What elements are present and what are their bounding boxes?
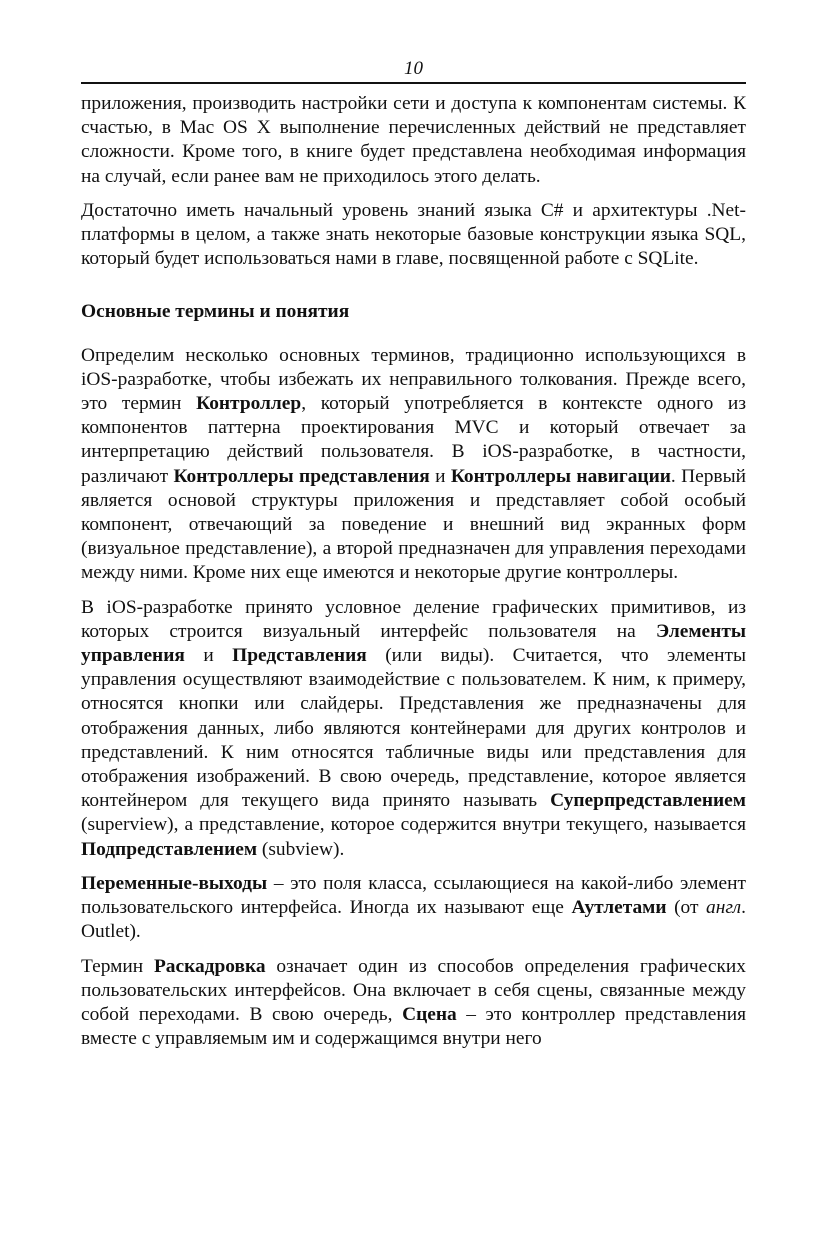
- term-superview: Суперпредставлением: [550, 790, 746, 812]
- text-run: (или виды). Считается, что элементы управления осуществляют взаимодействие с пользователем. К ним, к примеру, относятся кнопки или слайдеры. Представления же предназначены для отображения данных, либо являются контейнерами для других контролов и представлений. К ним относятся табличные виды или представления для отображения изображений. В свою очередь, представление, которое является контейнером для текущего вида принято называть: [81, 645, 746, 812]
- page-number: 10: [404, 58, 423, 79]
- text-run: – это контроллер представления вместе с управляемым им и содержащимся внутри него: [81, 1003, 746, 1050]
- paragraph-outlets: [81, 872, 746, 945]
- term-view-controllers: Контроллеры представления: [173, 465, 430, 487]
- text-run: В iOS-разработке принято условное деление графических примитивов, из которых строится визуальный интерфейс пользователя на: [81, 596, 746, 642]
- text-run: (от: [666, 897, 707, 919]
- text-run: . Первый является основой структуры приложения и представляет собой особый компонент, отвечающий за поведение и внешний вид экранных форм (визуальное представление), а второй предназначен для управления переходами между ними. Кроме них еще имеются и некоторые другие контроллеры.: [81, 465, 746, 584]
- abbr-english: англ: [706, 897, 742, 919]
- text-run: Определим несколько основных терминов, традиционно использующихся в iOS-разработке, чтобы избежать их неправильного толкования. Прежде всего, это термин: [81, 344, 746, 415]
- term-outlet-variables: Переменные-выходы: [81, 872, 268, 894]
- header-rule: [81, 82, 746, 84]
- term-scene: Сцена: [402, 1003, 457, 1025]
- text-run: – это поля класса, ссылающиеся на какой-либо элемент пользовательского интерфейса. Иногда их называют еще: [81, 872, 746, 919]
- term-subview: Подпредставлением: [81, 838, 258, 860]
- term-controller: Контроллер: [196, 393, 302, 415]
- page-body: [81, 92, 746, 1051]
- paragraph-prerequisites: Достаточно иметь начальный уровень знаний языка C# и архитектуры .Net-платформы в целом, а также знать некоторые базовые конструкции языка SQL, который будет использоваться нами в главе, посвященной работе с SQLite.: [81, 199, 746, 270]
- text-run: Термин: [81, 955, 154, 977]
- text-run: . Outlet).: [81, 897, 746, 943]
- text-run: и: [184, 645, 233, 667]
- text-run: (superview), а представление, которое содержится внутри текущего, называется: [81, 814, 746, 836]
- text-run: (subview).: [257, 838, 345, 860]
- text-run: и: [429, 465, 451, 487]
- text-run: , который употребляется в контексте одного из компонентов паттерна проектирования MVC и который отвечает за интерпретацию действий пользователя. В iOS-разработке, в частности, различают: [81, 393, 746, 487]
- term-navigation-controllers: Контроллеры навигации: [450, 465, 671, 487]
- section-heading: Основные термины и понятия: [81, 301, 350, 323]
- paragraph-controllers: [81, 344, 746, 586]
- text-run: означает один из способов определения графических пользовательских интерфейсов. Она включает в себя сцены, связанные между собой переходами. В свою очередь,: [81, 955, 746, 1025]
- term-outlets: Аутлетами: [571, 897, 667, 919]
- paragraph-storyboard: [81, 955, 746, 1052]
- paragraph-views: [81, 596, 746, 862]
- term-storyboard: Раскадровка: [153, 955, 266, 977]
- paragraph-intro-continued: приложения, производить настройки сети и доступа к компонентам системы. К счастью, в Mac OS X выполнение перечисленных действий не представляет сложности. Кроме того, в книге будет представлена необходимая информация на случай, если ранее вам не приходилось этого делать.: [81, 93, 746, 187]
- term-controls: Элементы управления: [81, 620, 746, 667]
- term-views: Представления: [232, 645, 367, 667]
